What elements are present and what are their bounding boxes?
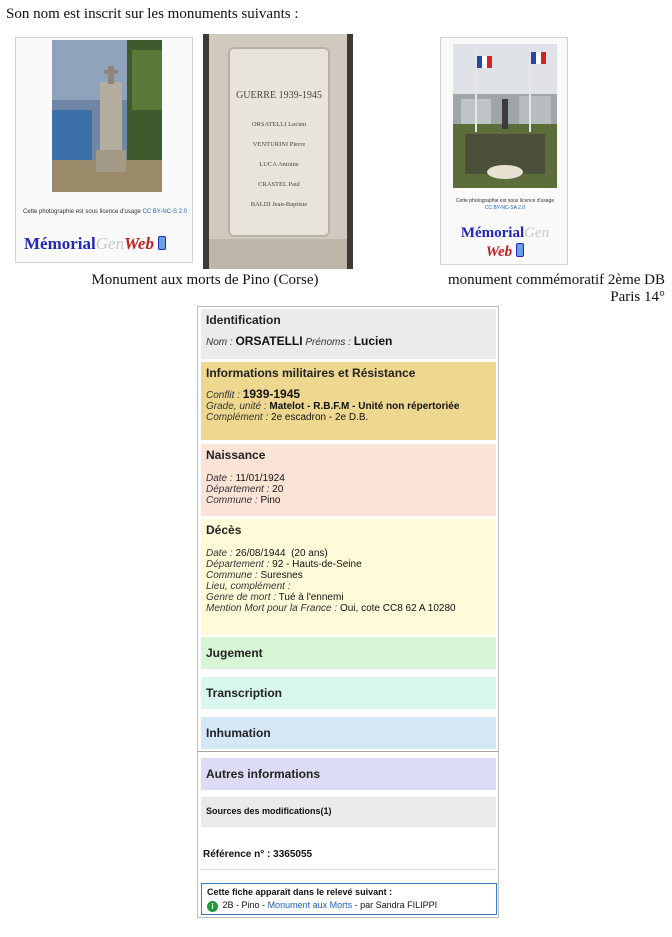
monument-plaque-photo[interactable] bbox=[203, 34, 353, 269]
releve-box bbox=[201, 883, 497, 915]
death-department: 92 - Hauts-de-Seine bbox=[272, 559, 362, 570]
complement-value: 2e escadron - 2e D.B. bbox=[271, 412, 369, 423]
plaque-name: ORSATELLI Lucien bbox=[251, 121, 307, 128]
monument-photo-card[interactable] bbox=[15, 37, 193, 263]
death-section: Décès Date : 26/08/1944 (20 ans) Département : 92 - Hauts-de-Seine Commune : Suresnes Lieu, complément : Genre de mort : Tué à l'ennemi Mention Mort pour la France : Oui, cote CC8 62 A 10280 bbox=[201, 519, 496, 635]
divider bbox=[198, 751, 498, 752]
section-title: Inhumation bbox=[206, 726, 271, 740]
section-title: Jugement bbox=[206, 646, 263, 660]
identification-section: Identification Nom : ORSATELLI Prénoms : Lucien bbox=[201, 309, 496, 359]
license-link[interactable]: CC BY-NC-S 2.0 bbox=[142, 209, 188, 215]
plaque-name: CRASTEL Paul bbox=[258, 181, 300, 188]
first-names: Lucien bbox=[353, 334, 393, 348]
birth-date: 11/01/1924 bbox=[235, 473, 285, 484]
license-link[interactable]: CC BY-NC-SA 2.0 bbox=[484, 205, 526, 211]
conflict-value: 1939-1945 bbox=[242, 387, 301, 401]
section-title: Naissance bbox=[206, 448, 266, 462]
reference-number: Référence n° : 3365055 bbox=[203, 849, 313, 860]
divider bbox=[201, 869, 496, 870]
record-card bbox=[197, 306, 499, 918]
releve-item: i 2B - Pino - Monument aux Morts - par Sandra FILIPPI bbox=[207, 898, 491, 912]
mobile-phone-icon bbox=[516, 243, 524, 257]
releve-title: Cette fiche apparaît dans le relevé suivant : bbox=[207, 887, 393, 897]
plaque-title: GUERRE 1939-1945 bbox=[236, 90, 322, 101]
mobile-phone-icon bbox=[158, 236, 166, 250]
birth-commune: Pino bbox=[260, 495, 281, 506]
monument-photo[interactable] bbox=[52, 40, 162, 192]
plaque-name: BALDI Jean-Baptiste bbox=[250, 201, 308, 208]
transcription-section[interactable] bbox=[201, 677, 496, 709]
surname: ORSATELLI bbox=[235, 334, 303, 348]
burial-section[interactable] bbox=[201, 717, 496, 749]
plaque-name: VENTURINI Pierre bbox=[252, 141, 306, 148]
death-commune: Suresnes bbox=[260, 570, 303, 581]
info-icon: i bbox=[207, 901, 218, 912]
monument-photo-card[interactable] bbox=[440, 37, 568, 265]
monument-caption: Monument aux morts de Pino (Corse) bbox=[91, 272, 319, 288]
section-title: Informations militaires et Résistance bbox=[206, 366, 416, 380]
memorialgenweb-logo[interactable]: MémorialGenWeb bbox=[24, 234, 166, 254]
judgement-section[interactable] bbox=[201, 637, 496, 669]
monument-caption: monument commémoratif 2ème DB Paris 14° bbox=[447, 272, 665, 305]
section-title: Transcription bbox=[206, 686, 283, 700]
birth-section: Naissance Date : 11/01/1924 Département : 20 Commune : Pino bbox=[201, 444, 496, 516]
photo-license: Cette photographie est sous licence d'usage CC BY-NC-S 2.0 bbox=[22, 209, 188, 215]
memorialgenweb-logo[interactable]: MémorialGen Web bbox=[460, 225, 550, 260]
monument-photo[interactable] bbox=[453, 44, 557, 188]
death-date: 26/08/1944 (20 ans) bbox=[235, 548, 328, 559]
death-type: Tué à l'ennemi bbox=[278, 592, 344, 603]
other-info-section[interactable] bbox=[201, 758, 496, 790]
intro-text: Son nom est inscrit sur les monuments suivants : bbox=[6, 6, 299, 22]
birth-department: 20 bbox=[272, 484, 284, 495]
section-title: Identification bbox=[206, 313, 281, 327]
plaque-name: LUCA Antoine bbox=[259, 161, 299, 168]
releve-link[interactable]: Monument aux Morts bbox=[267, 900, 353, 910]
military-section: Informations militaires et Résistance Conflit : 1939-1945 Grade, unité : Matelot - R.B.F.M - Unité non répertoriée Complément : 2e escadron - 2e D.B. bbox=[201, 362, 496, 440]
sources-section[interactable]: Sources des modifications(1) bbox=[201, 797, 496, 827]
section-title: Décès bbox=[206, 523, 242, 537]
section-title: Autres informations bbox=[206, 767, 321, 781]
grade-value: Matelot - R.B.F.M - Unité non répertoriée bbox=[269, 401, 460, 412]
photo-license: Cette photographie est sous licence d'usage CC BY-NC-SA 2.0 bbox=[441, 198, 569, 212]
mort-pour-la-france: Oui, cote CC8 62 A 10280 bbox=[339, 603, 456, 614]
